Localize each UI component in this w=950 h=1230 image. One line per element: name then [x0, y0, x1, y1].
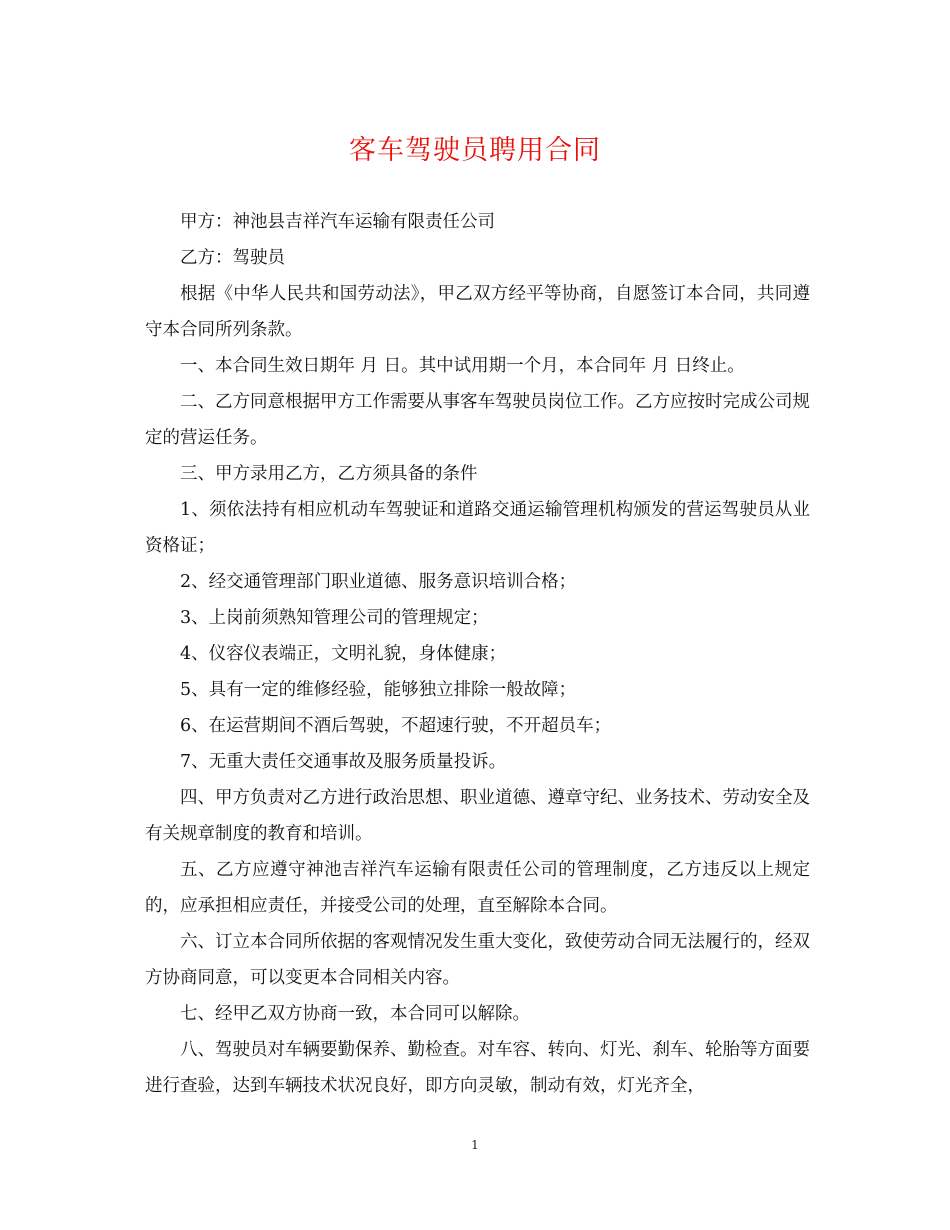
- condition-item-3: 3、上岗前须熟知管理公司的管理规定；: [180, 608, 489, 628]
- preamble-paragraph: 根据《中华人民共和国劳动法》，甲乙双方经平等协商，自愿签订本合同，共同遵守本合同所列条款。: [145, 284, 810, 340]
- condition-item-5: 5、具有一定的维修经验，能够独立排除一般故障；: [180, 680, 577, 700]
- condition-item-4: 4、仪容仪表端正，文明礼貌，身体健康；: [180, 644, 507, 664]
- document-title: 客车驾驶员聘用合同: [349, 135, 601, 166]
- clause-3: 三、甲方录用乙方，乙方须具备的条件: [180, 464, 478, 484]
- clause-2: 二、乙方同意根据甲方工作需要从事客车驾驶员岗位工作。乙方应按时完成公司规定的营运任务。: [145, 392, 810, 448]
- condition-item-6: 6、在运营期间不酒后驾驶，不超速行驶，不开超员车；: [180, 716, 612, 736]
- party-b-line: 乙方：驾驶员: [180, 248, 285, 268]
- clause-6: 六、订立本合同所依据的客观情况发生重大变化，致使劳动合同无法履行的，经双方协商同意，可以变更本合同相关内容。: [145, 932, 810, 988]
- document-body: [145, 204, 810, 1104]
- condition-item-1: 1、须依法持有相应机动车驾驶证和道路交通运输管理机构颁发的营运驾驶员从业资格证；: [145, 500, 810, 556]
- clause-5: 五、乙方应遵守神池吉祥汽车运输有限责任公司的管理制度，乙方违反以上规定的，应承担相应责任，并接受公司的处理，直至解除本合同。: [145, 860, 810, 916]
- party-a-line: 甲方：神池县吉祥汽车运输有限责任公司: [180, 212, 495, 232]
- clause-4: 四、甲方负责对乙方进行政治思想、职业道德、遵章守纪、业务技术、劳动安全及有关规章制度的教育和培训。: [145, 788, 810, 844]
- clause-1: 一、本合同生效日期年 月 日。其中试用期一个月，本合同年 月 日终止。: [180, 356, 745, 376]
- condition-item-2: 2、经交通管理部门职业道德、服务意识培训合格；: [180, 572, 577, 592]
- clause-7: 七、经甲乙双方协商一致，本合同可以解除。: [180, 1004, 530, 1024]
- clause-8: 八、驾驶员对车辆要勤保养、勤检查。对车容、转向、灯光、刹车、轮胎等方面要进行查验，达到车辆技术状况良好，即方向灵敏，制动有效，灯光齐全，: [145, 1040, 810, 1096]
- condition-item-7: 7、无重大责任交通事故及服务质量投诉。: [180, 752, 507, 772]
- page-number: 1: [471, 1138, 479, 1152]
